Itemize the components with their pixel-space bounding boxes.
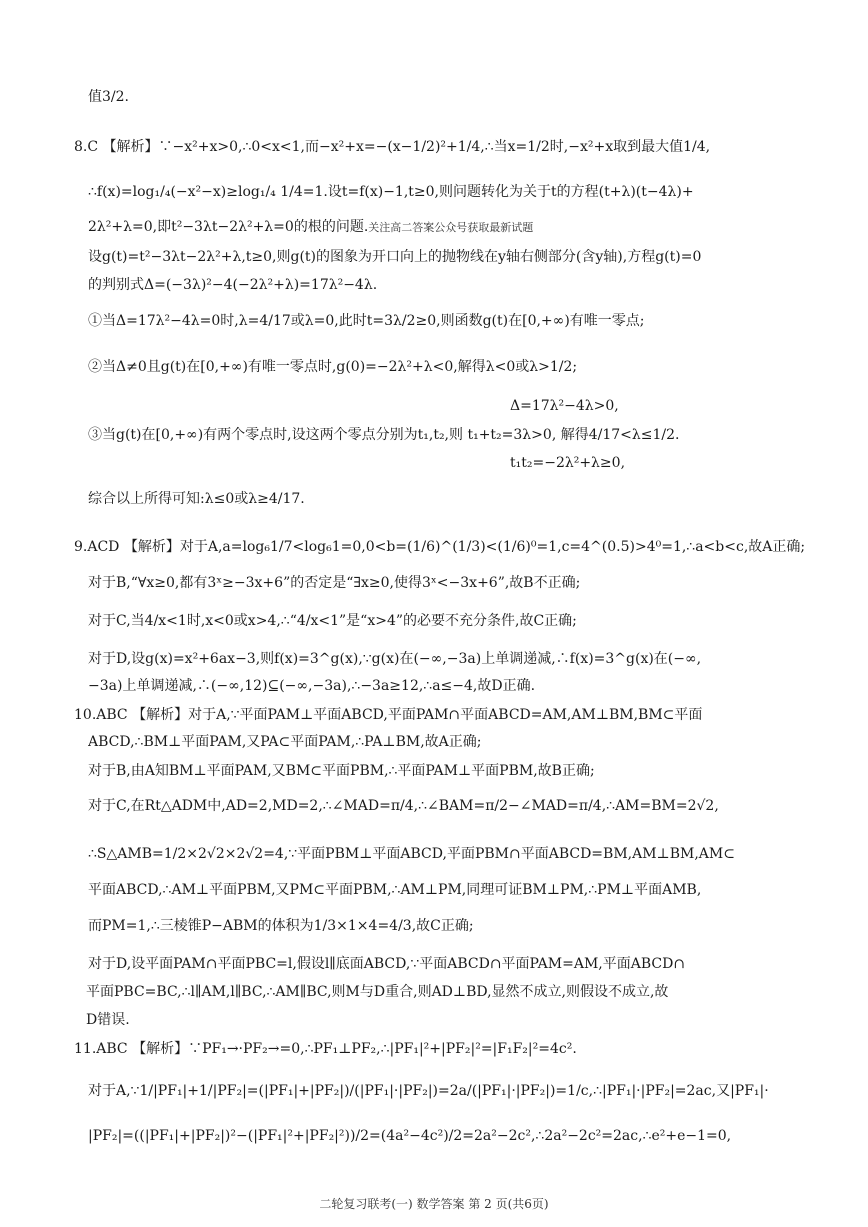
page-footer: 二轮复习联考(一) 数学答案 第 2 页(共6页) [319,1197,549,1211]
question-9-line: 9.ACD 【解析】对于A,a=log₆1/7<log₆1=0,0<b=(1/6)^(1/3)<(1/6)⁰=1,c=4^(0.5)>4⁰=1,∴a<b<c,故A正确; [74,539,806,555]
text-line: ③当g(t)在[0,+∞)有两个零点时,设这两个零点分别为t₁,t₂,则 t₁+t₂=3λ>0, 解得4/17<λ≤1/2. [88,427,680,443]
text-line: ∴S△AMB=1/2×2√2×2√2=4,∵平面PBM⊥平面ABCD,平面PBM∩平面ABCD=BM,AM⊥BM,AM⊂ [88,846,735,862]
text-line [88,218,844,237]
question-8-line: 8.C 【解析】∵−x²+x>0,∴0<x<1,而−x²+x=−(x−1/2)²+1/4,∴当x=1/2时,−x²+x取到最大值1/4, [74,139,711,155]
text-line: |PF₂|=((|PF₁|+|PF₂|)²−(|PF₁|²+|PF₂|²))/2=(4a²−4c²)/2=2a²−2c²,∴2a²−2c²=2ac,∴e²+e−1=0, [88,1128,732,1144]
text-line: ②当Δ≠0且g(t)在[0,+∞)有唯一零点时,g(0)=−2λ²+λ<0,解得λ<0或λ>1/2; [88,359,578,375]
text-line: 对于B,由A知BM⊥平面PAM,又BM⊂平面PBM,∴平面PAM⊥平面PBM,故B正确; [88,763,595,779]
text-line: 对于D,设平面PAM∩平面PBC=l,假设l∥底面ABCD,∵平面ABCD∩平面PAM=AM,平面ABCD∩ [88,956,686,972]
text-line: 对于D,设g(x)=x²+6ax−3,则f(x)=3^g(x),∵g(x)在(−∞,−3a)上单调递减,∴f(x)=3^g(x)在(−∞, [88,651,702,667]
text-line: 对于A,∵1/|PF₁|+1/|PF₂|=(|PF₁|+|PF₂|)/(|PF₁|·|PF₂|)=2a/(|PF₁|·|PF₂|)=1/c,∴|PF₁|·|PF₂|=2ac,又|PF₁|· [88,1083,769,1099]
text-line: 综合以上所得可知:λ≤0或λ≥4/17. [88,491,305,507]
text-line: −3a)上单调递减,∴(−∞,12)⊆(−∞,−3a),∴−3a≥12,∴a≤−4,故D正确. [88,678,536,694]
text-line: 设g(t)=t²−3λt−2λ²+λ,t≥0,则g(t)的图象为开口向上的抛物线在y轴右侧部分(含y轴),方程g(t)=0 [88,249,702,265]
text-line: 的判别式Δ=(−3λ)²−4(−2λ²+λ)=17λ²−4λ. [88,277,378,293]
text-line: 对于B,“∀x≥0,都有3ˣ≥−3x+6”的否定是“∃x≥0,使得3ˣ<−3x+6”,故B不正确; [88,575,581,591]
question-11-line: 11.ABC 【解析】∵PF₁→·PF₂→=0,∴PF₁⊥PF₂,∴|PF₁|²+|PF₂|²=|F₁F₂|²=4c². [74,1041,577,1057]
text-line: D错误. [86,1012,130,1028]
watermark-note: 关注高二答案公众号获取最新试题 [368,221,534,234]
text-line: 而PM=1,∴三棱锥P−ABM的体积为1/3×1×4=4/3,故C正确; [88,918,474,934]
text-line: 对于C,当4/x<1时,x<0或x>4,∴“4/x<1”是“x>4”的必要不充分条件,故C正确; [88,613,577,629]
text-line: ABCD,∴BM⊥平面PAM,又PA⊂平面PAM,∴PA⊥BM,故A正确; [88,734,482,750]
text-line: ①当Δ=17λ²−4λ=0时,λ=4/17或λ=0,此时t=3λ/2≥0,则函数g(t)在[0,+∞)有唯一零点; [88,313,645,329]
text-line: 值3/2. [88,89,129,105]
system-line-3: t₁t₂=−2λ²+λ≥0, [510,455,626,471]
text-line: 对于C,在Rt△ADM中,AD=2,MD=2,∴∠MAD=π/4,∴∠BAM=π/2−∠MAD=π/4,∴AM=BM=2√2, [88,798,719,814]
text-fragment: 2λ²+λ=0,即t²−3λt−2λ²+λ=0的根的问题. [88,219,369,235]
text-line: 平面ABCD,∴AM⊥平面PBM,又PM⊂平面PBM,∴AM⊥PM,同理可证BM⊥PM,∴PM⊥平面AMB, [88,882,702,898]
question-10-line: 10.ABC 【解析】对于A,∵平面PAM⊥平面ABCD,平面PAM∩平面ABCD=AM,AM⊥BM,BM⊂平面 [74,707,703,723]
system-line-1: Δ=17λ²−4λ>0, [510,398,619,414]
text-line: 平面PBC=BC,∴l∥AM,l∥BC,∴AM∥BC,则M与D重合,则AD⊥BD,显然不成立,则假设不成立,故 [86,984,669,1000]
text-line: ∴f(x)=log₁/₄(−x²−x)≥log₁/₄ 1/4=1.设t=f(x)−1,t≥0,则问题转化为关于t的方程(t+λ)(t−4λ)+ [88,184,694,200]
